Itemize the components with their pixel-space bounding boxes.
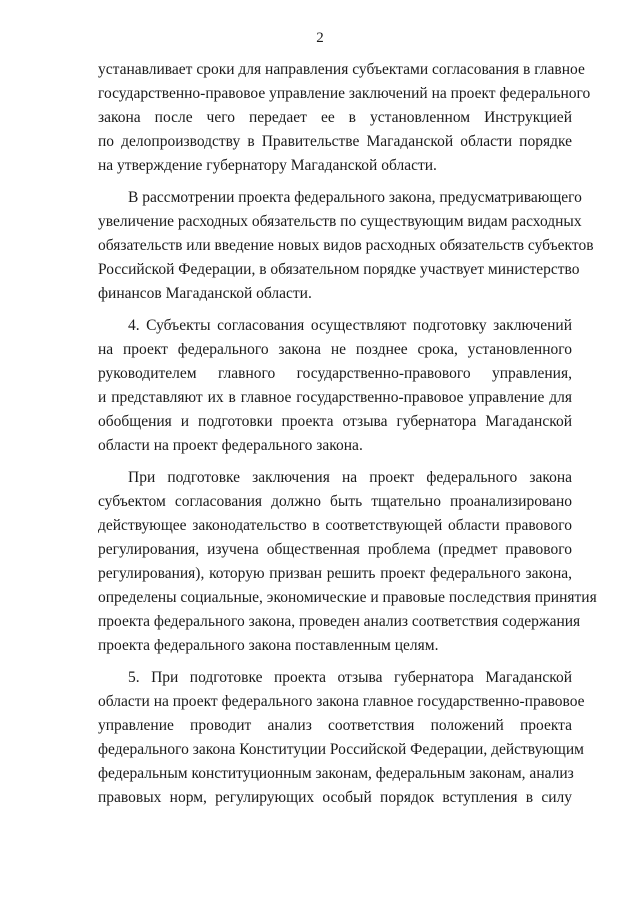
text-line: определены социальные, экономические и правовые последствия принятия bbox=[98, 589, 597, 606]
text-line: увеличение расходных обязательств по существующим видам расходных bbox=[98, 213, 582, 230]
text-line: устанавливает сроки для направления субъектами согласования в главное bbox=[98, 61, 585, 78]
paragraph bbox=[98, 466, 597, 658]
text-line: на проект федерального закона не позднее срока, установленного bbox=[98, 341, 572, 358]
text-line: закона после чего передает ее в установленном Инструкцией bbox=[98, 109, 572, 126]
text-line: 4. Субъекты согласования осуществляют подготовку заключений bbox=[128, 317, 572, 334]
paragraph bbox=[98, 314, 572, 458]
text-line: области на проект федерального закона главное государственно-правовое bbox=[98, 693, 585, 710]
text-line: области на проект федерального закона. bbox=[98, 437, 363, 454]
text-line: обобщения и подготовки проекта отзыва губернатора Магаданской bbox=[98, 413, 572, 430]
paragraph bbox=[98, 186, 594, 306]
text-line: действующее законодательство в соответствующей области правового bbox=[98, 517, 572, 534]
text-line: В рассмотрении проекта федерального закона, предусматривающего bbox=[128, 189, 582, 206]
text-line: финансов Магаданской области. bbox=[98, 285, 312, 302]
document-body bbox=[98, 58, 597, 810]
paragraph bbox=[98, 58, 591, 178]
text-line: проекта федерального закона поставленным целям. bbox=[98, 637, 439, 654]
text-line: федерального закона Конституции Российской Федерации, действующим bbox=[98, 741, 584, 758]
text-line: на утверждение губернатору Магаданской области. bbox=[98, 157, 437, 174]
text-line: обязательств или введение новых видов расходных обязательств субъектов bbox=[98, 237, 594, 254]
paragraph bbox=[98, 666, 585, 810]
text-line: 5. При подготовке проекта отзыва губернатора Магаданской bbox=[128, 669, 572, 686]
text-line: управление проводит анализ соответствия положений проекта bbox=[98, 717, 572, 734]
text-line: субъектом согласования должно быть тщательно проанализировано bbox=[98, 493, 572, 510]
text-line: регулирования, изучена общественная проблема (предмет правового bbox=[98, 541, 572, 558]
text-line: правовых норм, регулирующих особый порядок вступления в силу bbox=[98, 789, 572, 806]
text-line: Российской Федерации, в обязательном порядке участвует министерство bbox=[98, 261, 580, 278]
text-line: и представляют их в главное государственно-правовое управление для bbox=[98, 389, 572, 406]
text-line: проекта федерального закона, проведен анализ соответствия содержания bbox=[98, 613, 581, 630]
text-line: При подготовке заключения на проект федерального закона bbox=[128, 469, 572, 486]
text-line: федеральным конституционным законам, федеральным законам, анализ bbox=[98, 765, 574, 782]
text-line: руководителем главного государственно-правового управления, bbox=[98, 365, 572, 382]
page-number: 2 bbox=[316, 30, 324, 46]
text-line: государственно-правовое управление заключений на проект федерального bbox=[98, 85, 591, 102]
text-line: регулирования), которую призван решить проект федерального закона, bbox=[98, 565, 572, 582]
text-line: по делопроизводству в Правительстве Магаданской области порядке bbox=[98, 133, 572, 150]
